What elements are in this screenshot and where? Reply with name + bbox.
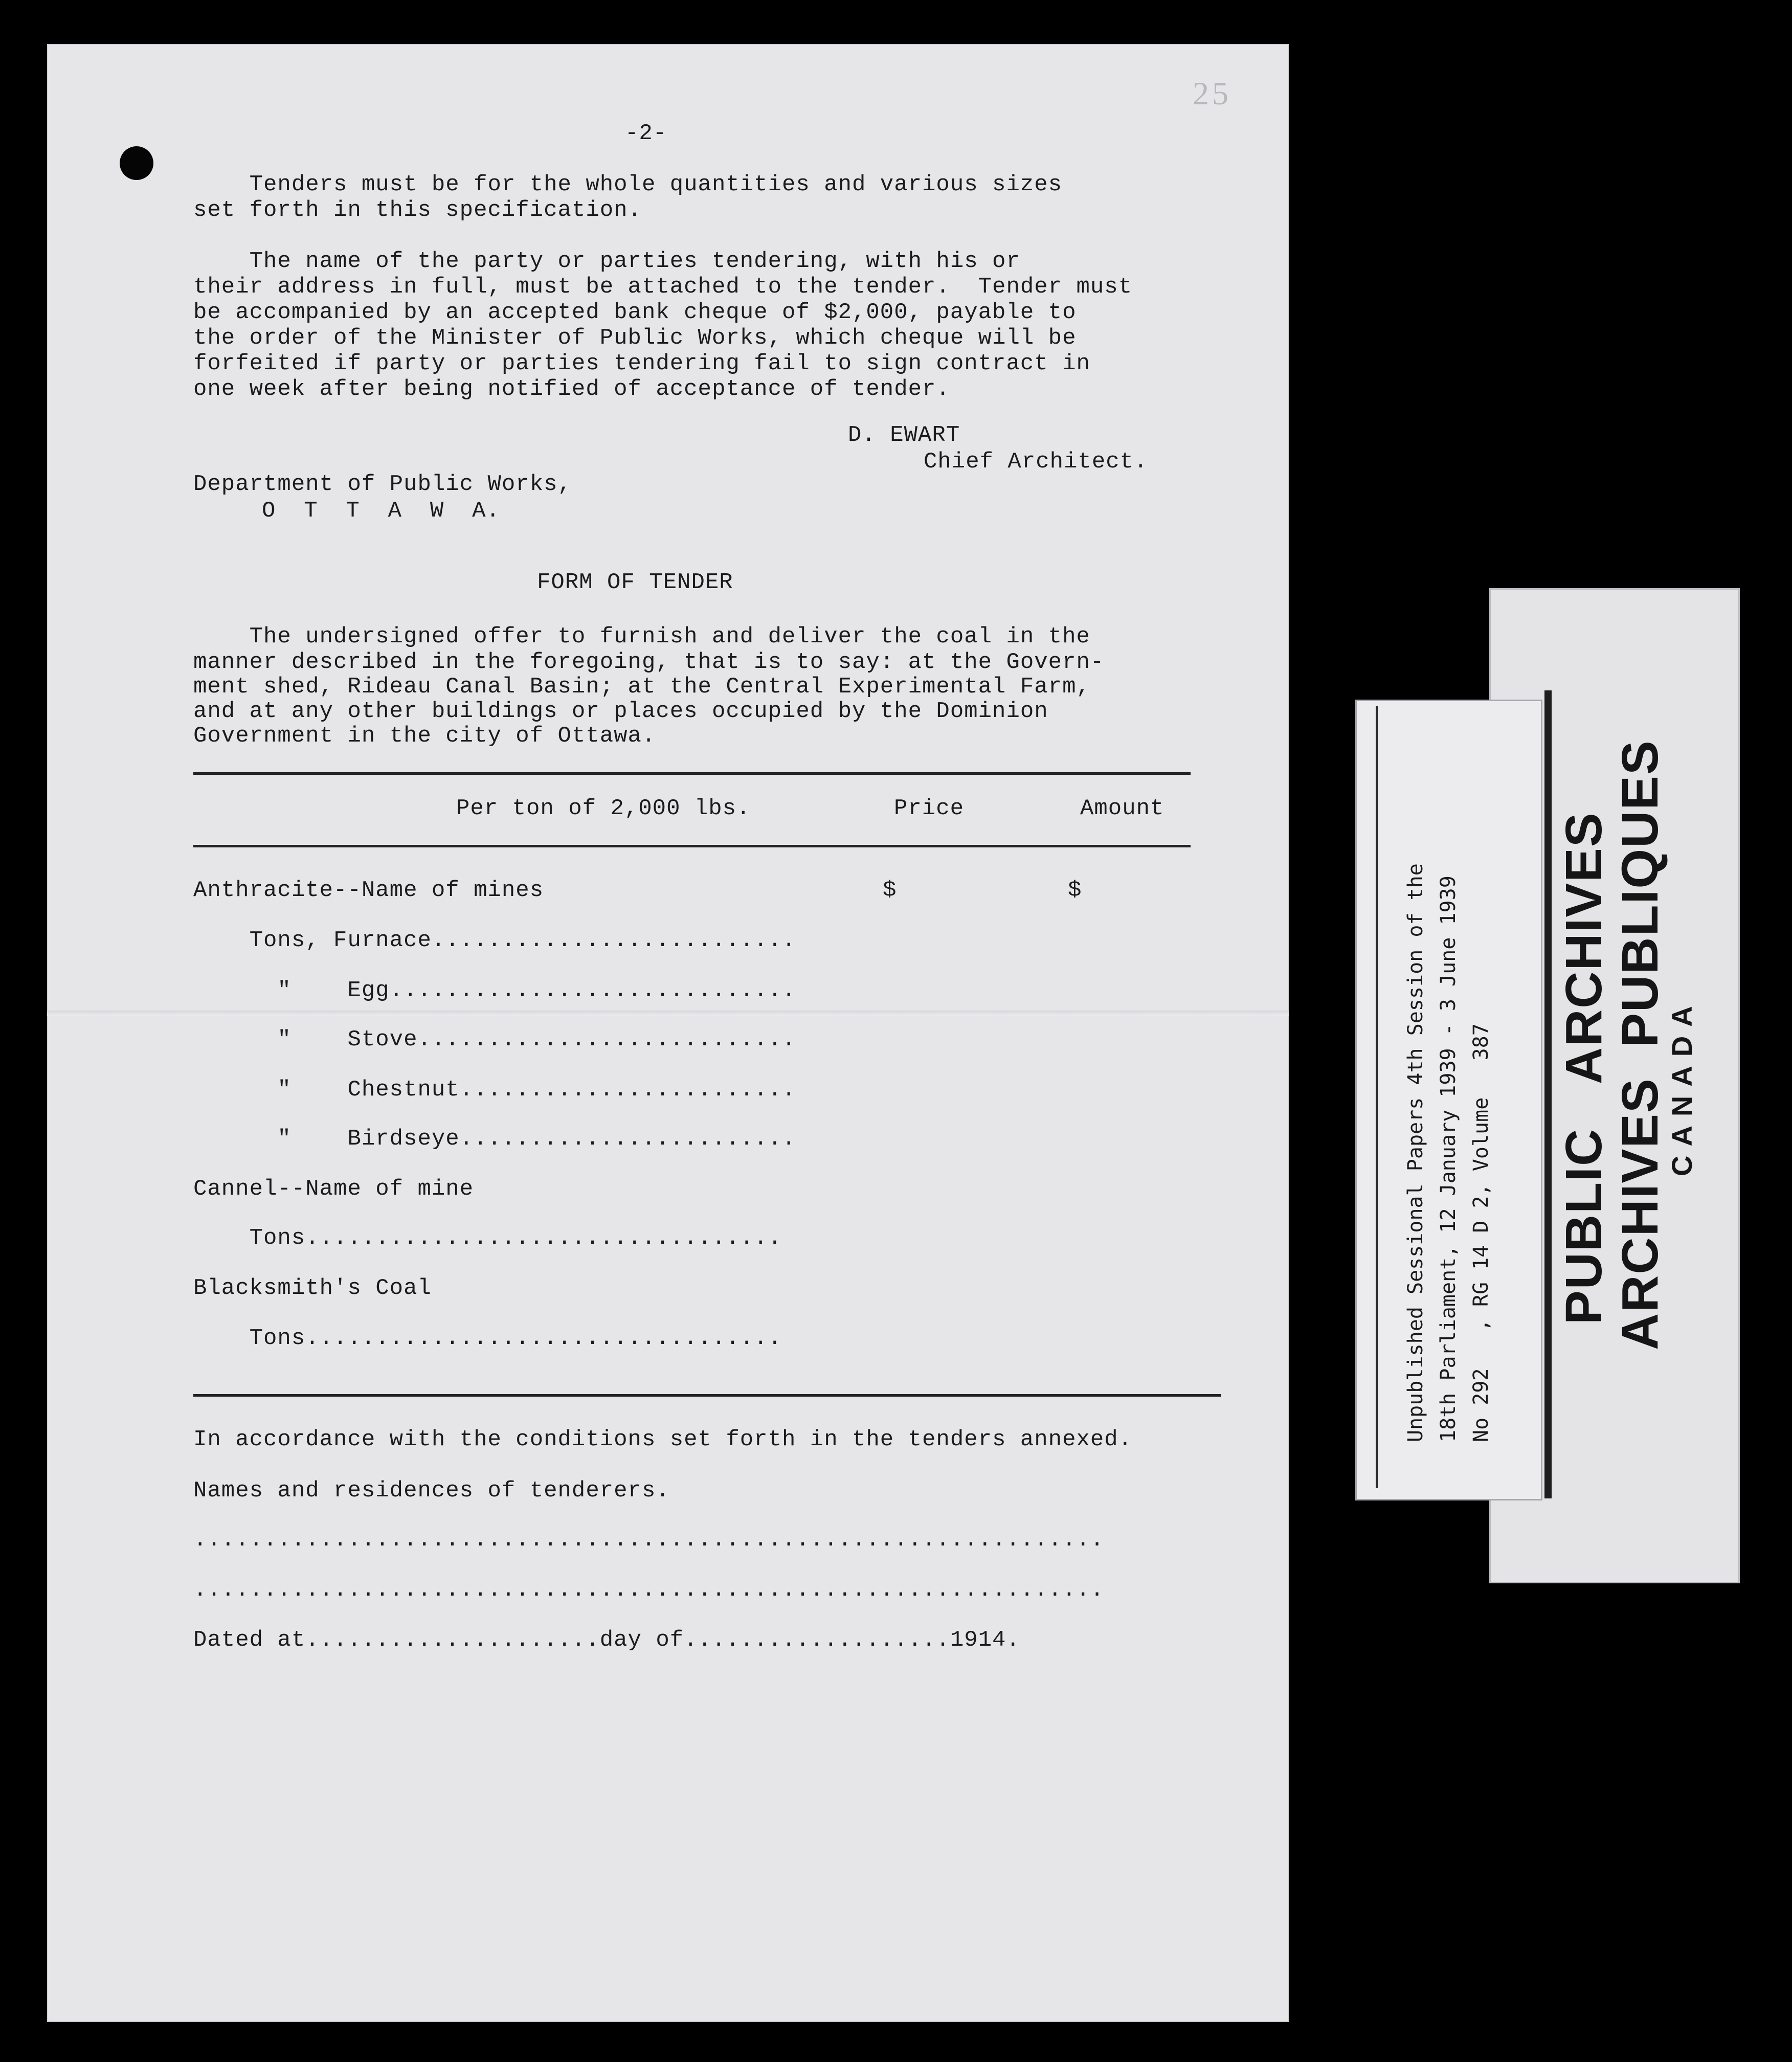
archive-title-line-1: PUBLIC ARCHIVES: [1555, 812, 1612, 1325]
table-row-stove: " Stove...........................: [193, 1027, 796, 1052]
archive-title-canada: CANADA: [1666, 997, 1698, 1176]
table-row-chestnut: " Chestnut........................: [193, 1077, 796, 1103]
paragraph-2-line-4: the order of the Minister of Public Works, which cheque will be: [193, 325, 1077, 351]
accordance-line: In accordance with the conditions set forth in the tenders annexed.: [193, 1427, 1133, 1452]
page-fold: [47, 1011, 1289, 1016]
folio-number: 25: [1193, 75, 1231, 111]
table-row-furnace: Tons, Furnace..........................: [193, 928, 796, 953]
table-row-cannel: Cannel--Name of mine: [193, 1176, 474, 1202]
paragraph-2-line-3: be accompanied by an accepted bank cheque of $2,000, payable to: [193, 300, 1077, 325]
signatory-title: Chief Architect.: [924, 449, 1148, 475]
signatory-name: D. EWART: [848, 422, 960, 448]
archive-label-border-line: [1376, 706, 1378, 1488]
form-intro-line-2: manner described in the foregoing, that is to say: at the Govern-: [193, 649, 1105, 675]
table-header-rule: [193, 845, 1191, 847]
archive-series-line-3: No 292 , RG 14 D 2, Volume 387: [1469, 1023, 1493, 1442]
archive-series-line-1: Unpublished Sessional Papers 4th Session of the: [1404, 863, 1427, 1442]
table-row-egg: " Egg.............................: [193, 978, 796, 1003]
page-number: -2-: [625, 121, 667, 146]
table-header-price: Price: [894, 796, 965, 821]
table-row-blacksmith-tons: Tons..................................: [193, 1326, 782, 1351]
form-intro-line-1: The undersigned offer to furnish and deliver the coal in the: [193, 624, 1090, 649]
form-intro-line-5: Government in the city of Ottawa.: [193, 723, 656, 749]
paragraph-1-line-1: Tenders must be for the whole quantities and various sizes: [193, 172, 1063, 197]
table-top-rule: [193, 772, 1191, 775]
blank-signature-line-2: .................................................................: [193, 1577, 1105, 1603]
table-row-anthracite: Anthracite--Name of mines: [193, 878, 544, 903]
table-header-per-ton: Per ton of 2,000 lbs.: [456, 796, 751, 821]
department-city: O T T A W A.: [262, 498, 500, 524]
paragraph-1-line-2: set forth in this specification.: [193, 197, 642, 223]
table-row-cannel-tons: Tons..................................: [193, 1225, 782, 1251]
paragraph-2-line-5: forfeited if party or parties tendering fail to sign contract in: [193, 351, 1090, 376]
names-residences-line: Names and residences of tenderers.: [193, 1478, 670, 1504]
archive-label-edge: [1544, 690, 1552, 1498]
document-page: [47, 44, 1289, 2022]
table-row-blacksmith: Blacksmith's Coal: [193, 1275, 432, 1301]
amount-currency-sign: $: [1068, 878, 1082, 903]
department-name: Department of Public Works,: [193, 472, 572, 497]
form-intro-line-3: ment shed, Rideau Canal Basin; at the Central Experimental Farm,: [193, 674, 1090, 700]
archive-title-line-2: ARCHIVES PUBLIQUES: [1611, 739, 1669, 1350]
table-row-birdseye: " Birdseye........................: [193, 1126, 796, 1152]
price-currency-sign: $: [883, 878, 897, 903]
paragraph-2-line-6: one week after being notified of acceptance of tender.: [193, 376, 950, 402]
punch-hole: [120, 146, 153, 180]
form-heading: FORM OF TENDER: [537, 570, 733, 595]
blank-signature-line-1: .................................................................: [193, 1527, 1105, 1553]
paragraph-2-line-1: The name of the party or parties tendering, with his or: [193, 249, 1020, 274]
form-intro-line-4: and at any other buildings or places occupied by the Dominion: [193, 699, 1048, 724]
archive-series-line-2: 18th Parliament, 12 January 1939 - 3 June 1939: [1437, 876, 1460, 1442]
paragraph-2-line-2: their address in full, must be attached to the tender. Tender must: [193, 274, 1133, 300]
table-bottom-rule: [193, 1394, 1221, 1397]
dated-line: Dated at.....................day of...................1914.: [193, 1627, 1020, 1653]
table-header-amount: Amount: [1080, 796, 1164, 821]
